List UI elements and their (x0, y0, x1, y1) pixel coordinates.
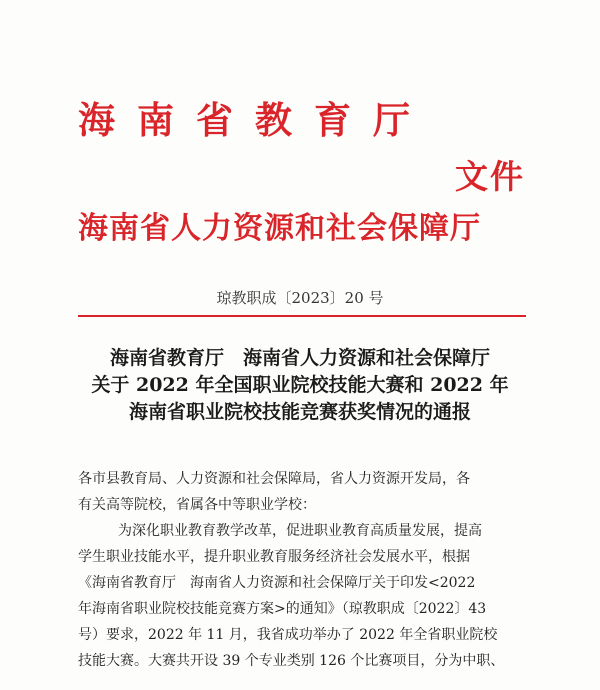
document-body (78, 466, 548, 674)
body-line: 技能大赛。大赛共开设 39 个专业类别 126 个比赛项目，分为中职、 (78, 653, 505, 669)
body-line: 各市县教育局、人力资源和社会保障局，省人力资源开发局，各 (78, 471, 470, 487)
issuer-hr-dept: 海南省人力资源和社会保障厅 (78, 211, 481, 246)
red-divider-line (78, 315, 526, 317)
body-line: 学生职业技能水平，提升职业教育服务经济社会发展水平，根据 (78, 549, 470, 565)
title-line: 关于 2022 年全国职业院校技能大赛和 2022 年 (91, 374, 509, 396)
body-line: 《海南省教育厅 海南省人力资源和社会保障厅关于印发<2022 (78, 575, 476, 591)
document-type-label: 文件 (455, 157, 525, 196)
body-line: 为深化职业教育教学改革，促进职业教育高质量发展，提高 (118, 523, 482, 539)
body-line: 号）要求，2022 年 11 月，我省成功举办了 2022 年全省职业院校 (78, 627, 498, 643)
document-number: 琼教职成〔2023〕20 号 (216, 289, 384, 307)
body-line: 有关高等院校，省属各中等职业学校： (78, 497, 316, 513)
body-line: 年海南省职业院校技能竞赛方案>的通知》（琼教职成〔2022〕43 (78, 601, 487, 617)
issuer-education-dept: 海南省教育厅 (78, 98, 432, 142)
title-line: 海南省职业院校技能竞赛获奖情况的通报 (128, 401, 471, 423)
title-line: 海南省教育厅 海南省人力资源和社会保障厅 (109, 347, 490, 369)
document-title (0, 345, 600, 426)
